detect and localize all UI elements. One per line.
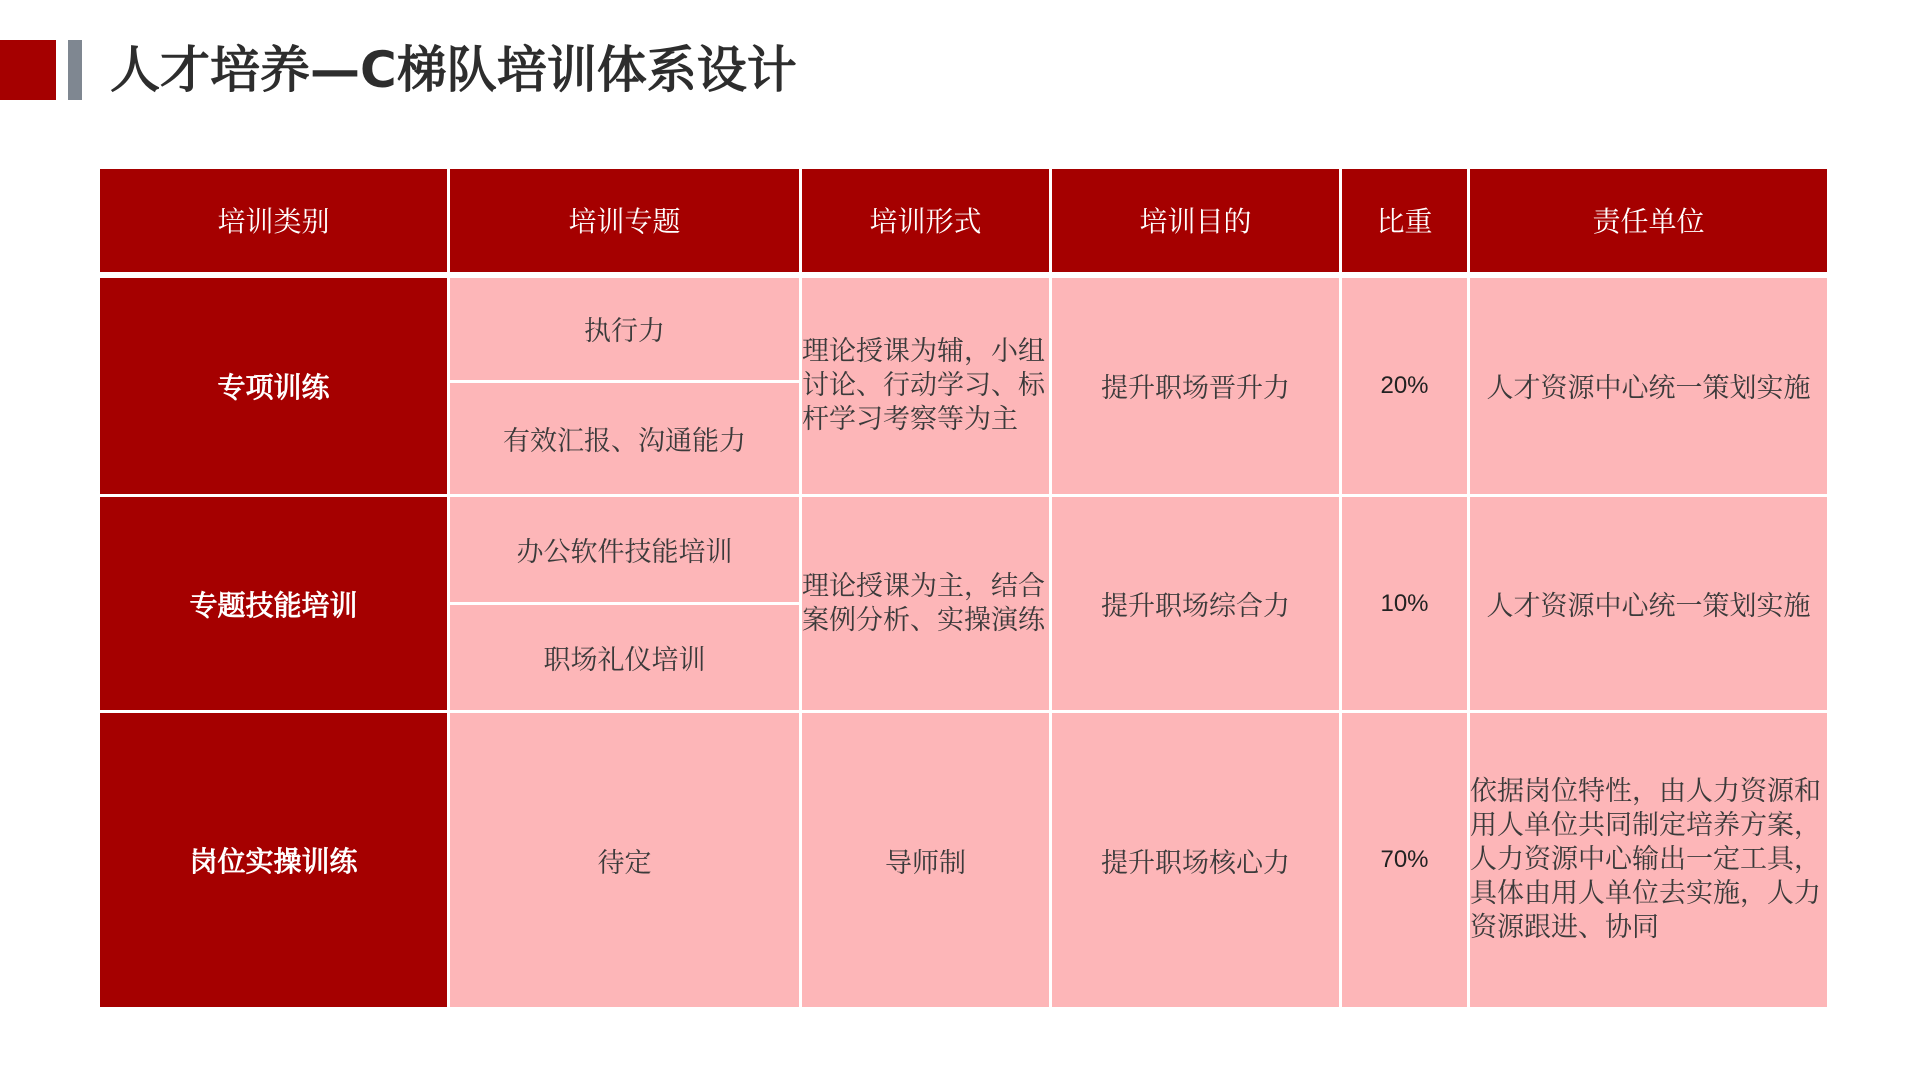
owner-cell: 人才资源中心统一策划实施 xyxy=(1469,496,1829,712)
purpose-cell: 提升职场核心力 xyxy=(1051,712,1341,1009)
training-system-table xyxy=(97,166,1830,1010)
form-cell: 导师制 xyxy=(801,712,1051,1009)
weight-cell: 20% xyxy=(1341,275,1469,496)
title-accent-bar xyxy=(68,40,82,100)
header-training-purpose: 培训目的 xyxy=(1051,168,1341,275)
table-row xyxy=(99,496,1829,604)
table-header-row xyxy=(99,168,1829,275)
category-cell: 专题技能培训 xyxy=(99,496,449,712)
topic-cell: 职场礼仪培训 xyxy=(449,604,801,712)
table-row xyxy=(99,275,1829,382)
purpose-cell: 提升职场晋升力 xyxy=(1051,275,1341,496)
category-cell: 专项训练 xyxy=(99,275,449,496)
table-row xyxy=(99,712,1829,1009)
category-cell: 岗位实操训练 xyxy=(99,712,449,1009)
form-cell: 理论授课为辅，小组讨论、行动学习、标杆学习考察等为主 xyxy=(801,275,1051,496)
weight-cell: 70% xyxy=(1341,712,1469,1009)
owner-cell: 依据岗位特性，由人力资源和用人单位共同制定培养方案，人力资源中心输出一定工具，具体由用人单位去实施，人力资源跟进、协同 xyxy=(1469,712,1829,1009)
purpose-cell: 提升职场综合力 xyxy=(1051,496,1341,712)
topic-cell: 执行力 xyxy=(449,275,801,382)
owner-cell: 人才资源中心统一策划实施 xyxy=(1469,275,1829,496)
topic-cell: 待定 xyxy=(449,712,801,1009)
title-accent-block xyxy=(0,40,56,100)
header-responsible-unit: 责任单位 xyxy=(1469,168,1829,275)
topic-cell: 有效汇报、沟通能力 xyxy=(449,382,801,496)
form-cell: 理论授课为主，结合案例分析、实操演练 xyxy=(801,496,1051,712)
header-training-category: 培训类别 xyxy=(99,168,449,275)
weight-cell: 10% xyxy=(1341,496,1469,712)
topic-cell: 办公软件技能培训 xyxy=(449,496,801,604)
page-title: 人才培养—C梯队培训体系设计 xyxy=(110,41,797,99)
header-training-form: 培训形式 xyxy=(801,168,1051,275)
header-weight: 比重 xyxy=(1341,168,1469,275)
header-training-topic: 培训专题 xyxy=(449,168,801,275)
